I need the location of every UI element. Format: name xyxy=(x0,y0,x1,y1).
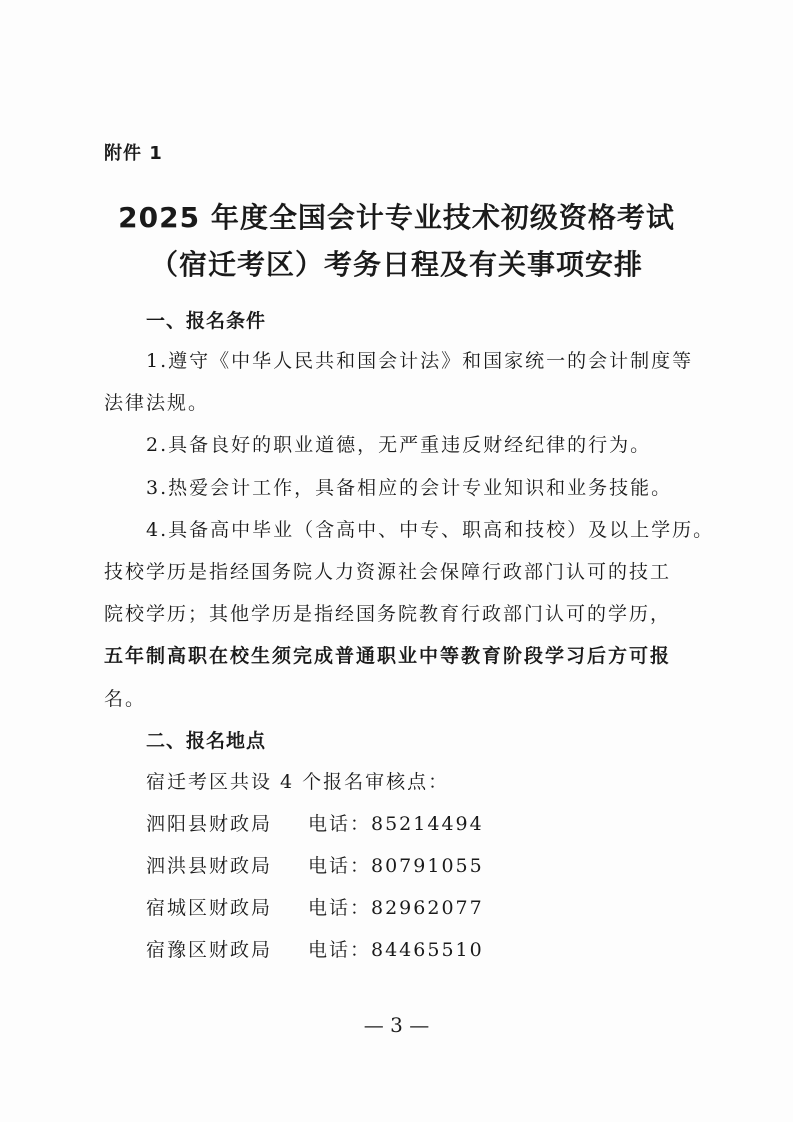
eligibility-item-3: 3.热爱会计工作，具备相应的会计专业知识和业务技能。 xyxy=(146,477,673,499)
eligibility-item-1: 1.遵守《中华人民共和国会计法》和国家统一的会计制度等 xyxy=(146,350,694,372)
eligibility-item-4-cont-3: 五年制高职在校生须完成普通职业中等教育阶段学习后方可报 xyxy=(104,645,672,667)
location-phone: 电话：84465510 xyxy=(308,939,484,961)
location-row xyxy=(146,851,484,878)
eligibility-item-4-cont-1: 技校学历是指经国务院人力资源社会保障行政部门认可的技工 xyxy=(104,561,672,583)
eligibility-item-4-cont-2: 院校学历；其他学历是指经国务院教育行政部门认可的学历， xyxy=(104,603,672,625)
location-office: 宿城区财政局 xyxy=(146,897,273,919)
location-phone: 电话：82962077 xyxy=(308,897,484,919)
location-row xyxy=(146,893,484,920)
location-office: 宿豫区财政局 xyxy=(146,939,273,961)
page-number: — 3 — xyxy=(363,1013,430,1037)
section-heading-locations: 二、报名地点 xyxy=(146,730,267,752)
eligibility-item-4-cont-4: 名。 xyxy=(104,688,147,710)
location-row xyxy=(146,809,484,836)
location-office: 泗洪县财政局 xyxy=(146,855,273,877)
location-row xyxy=(146,935,484,962)
eligibility-item-1-cont: 法律法规。 xyxy=(104,392,210,414)
eligibility-item-4: 4.具备高中毕业（含高中、中专、职高和技校）及以上学历。 xyxy=(146,519,715,541)
location-phone: 电话：85214494 xyxy=(308,813,484,835)
document-title-line-2: （宿迁考区）考务日程及有关事项安排 xyxy=(149,248,643,281)
document-title-line-1: 2025 年度全国会计专业技术初级资格考试 xyxy=(118,201,675,234)
attachment-label: 附件 1 xyxy=(104,143,163,164)
location-office: 泗阳县财政局 xyxy=(146,813,273,835)
eligibility-item-2: 2.具备良好的职业道德，无严重违反财经纪律的行为。 xyxy=(146,434,652,456)
section-heading-eligibility: 一、报名条件 xyxy=(146,310,267,332)
location-phone: 电话：80791055 xyxy=(308,855,484,877)
locations-intro: 宿迁考区共设 4 个报名审核点： xyxy=(146,771,450,793)
